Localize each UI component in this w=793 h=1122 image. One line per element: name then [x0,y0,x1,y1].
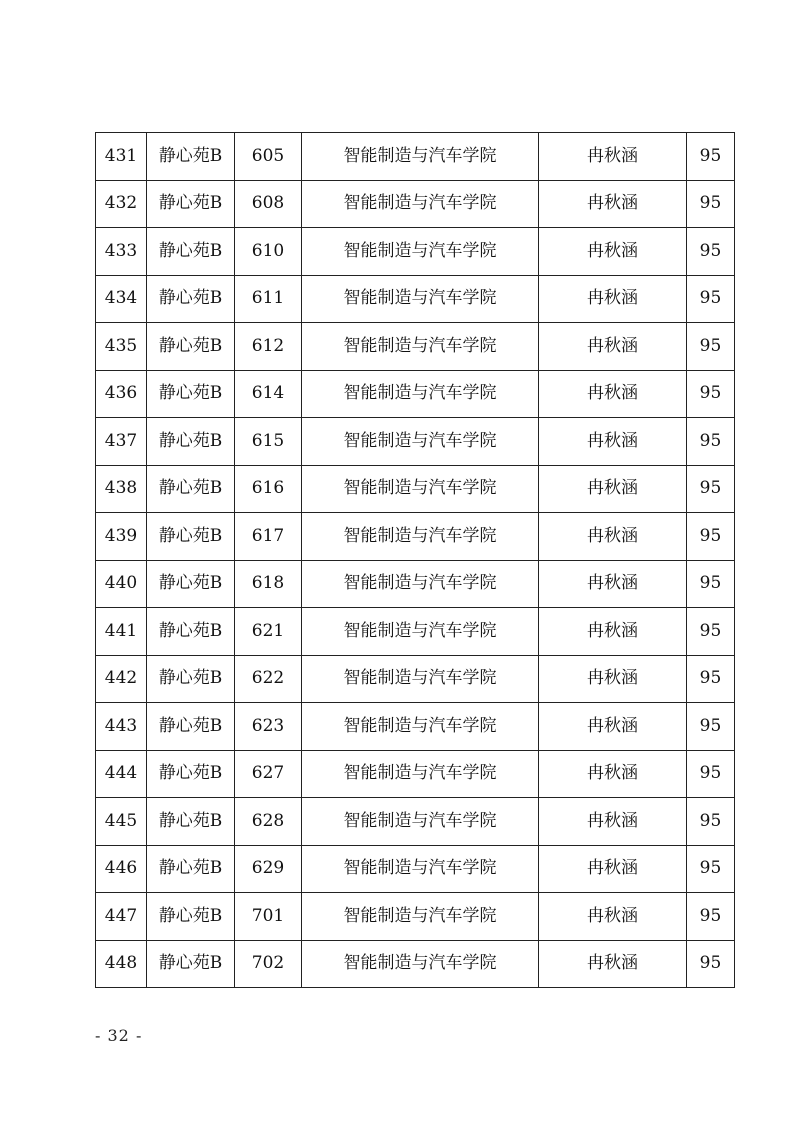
score-cell: 95 [687,798,735,846]
row-number-cell: 437 [96,418,147,466]
score-cell: 95 [687,323,735,371]
room-cell: 618 [235,560,302,608]
row-number-cell: 445 [96,798,147,846]
dormitory-score-table [95,132,735,988]
building-cell: 静心苑B [147,180,235,228]
score-cell: 95 [687,703,735,751]
room-cell: 615 [235,418,302,466]
room-cell: 628 [235,798,302,846]
room-cell: 614 [235,370,302,418]
room-cell: 627 [235,750,302,798]
row-number-cell: 443 [96,703,147,751]
college-cell: 智能制造与汽车学院 [302,370,539,418]
college-cell: 智能制造与汽车学院 [302,323,539,371]
table-row [96,180,735,228]
room-cell: 701 [235,893,302,941]
score-cell: 95 [687,180,735,228]
college-cell: 智能制造与汽车学院 [302,845,539,893]
building-cell: 静心苑B [147,750,235,798]
table-body [96,133,735,988]
score-cell: 95 [687,228,735,276]
table-row [96,798,735,846]
name-cell: 冉秋涵 [539,513,687,561]
table-row [96,275,735,323]
room-cell: 610 [235,228,302,276]
row-number-cell: 435 [96,323,147,371]
building-cell: 静心苑B [147,608,235,656]
room-cell: 611 [235,275,302,323]
college-cell: 智能制造与汽车学院 [302,703,539,751]
building-cell: 静心苑B [147,893,235,941]
college-cell: 智能制造与汽车学院 [302,560,539,608]
building-cell: 静心苑B [147,133,235,181]
row-number-cell: 440 [96,560,147,608]
college-cell: 智能制造与汽车学院 [302,180,539,228]
building-cell: 静心苑B [147,845,235,893]
table-row [96,893,735,941]
building-cell: 静心苑B [147,703,235,751]
room-cell: 617 [235,513,302,561]
college-cell: 智能制造与汽车学院 [302,608,539,656]
row-number-cell: 433 [96,228,147,276]
table-row [96,940,735,988]
college-cell: 智能制造与汽车学院 [302,798,539,846]
row-number-cell: 439 [96,513,147,561]
table-row [96,465,735,513]
name-cell: 冉秋涵 [539,275,687,323]
name-cell: 冉秋涵 [539,893,687,941]
building-cell: 静心苑B [147,418,235,466]
table-row [96,750,735,798]
table-row [96,513,735,561]
score-cell: 95 [687,370,735,418]
name-cell: 冉秋涵 [539,608,687,656]
name-cell: 冉秋涵 [539,323,687,371]
name-cell: 冉秋涵 [539,370,687,418]
table-row [96,133,735,181]
table-row [96,703,735,751]
name-cell: 冉秋涵 [539,180,687,228]
table-row [96,418,735,466]
college-cell: 智能制造与汽车学院 [302,465,539,513]
building-cell: 静心苑B [147,940,235,988]
name-cell: 冉秋涵 [539,750,687,798]
score-cell: 95 [687,275,735,323]
score-cell: 95 [687,465,735,513]
college-cell: 智能制造与汽车学院 [302,513,539,561]
table-row [96,323,735,371]
name-cell: 冉秋涵 [539,845,687,893]
college-cell: 智能制造与汽车学院 [302,418,539,466]
name-cell: 冉秋涵 [539,560,687,608]
building-cell: 静心苑B [147,323,235,371]
row-number-cell: 448 [96,940,147,988]
score-cell: 95 [687,418,735,466]
room-cell: 616 [235,465,302,513]
name-cell: 冉秋涵 [539,133,687,181]
row-number-cell: 438 [96,465,147,513]
college-cell: 智能制造与汽车学院 [302,750,539,798]
room-cell: 608 [235,180,302,228]
table-row [96,608,735,656]
name-cell: 冉秋涵 [539,798,687,846]
college-cell: 智能制造与汽车学院 [302,655,539,703]
building-cell: 静心苑B [147,370,235,418]
table-row [96,655,735,703]
score-cell: 95 [687,655,735,703]
building-cell: 静心苑B [147,798,235,846]
room-cell: 629 [235,845,302,893]
row-number-cell: 442 [96,655,147,703]
score-cell: 95 [687,513,735,561]
building-cell: 静心苑B [147,655,235,703]
row-number-cell: 436 [96,370,147,418]
building-cell: 静心苑B [147,513,235,561]
row-number-cell: 431 [96,133,147,181]
name-cell: 冉秋涵 [539,465,687,513]
college-cell: 智能制造与汽车学院 [302,133,539,181]
table-row [96,228,735,276]
college-cell: 智能制造与汽车学院 [302,275,539,323]
building-cell: 静心苑B [147,560,235,608]
building-cell: 静心苑B [147,275,235,323]
name-cell: 冉秋涵 [539,418,687,466]
score-cell: 95 [687,133,735,181]
row-number-cell: 432 [96,180,147,228]
score-cell: 95 [687,940,735,988]
room-cell: 605 [235,133,302,181]
room-cell: 621 [235,608,302,656]
score-cell: 95 [687,560,735,608]
name-cell: 冉秋涵 [539,703,687,751]
name-cell: 冉秋涵 [539,940,687,988]
row-number-cell: 441 [96,608,147,656]
row-number-cell: 444 [96,750,147,798]
table-row [96,845,735,893]
room-cell: 612 [235,323,302,371]
row-number-cell: 434 [96,275,147,323]
building-cell: 静心苑B [147,228,235,276]
college-cell: 智能制造与汽车学院 [302,893,539,941]
room-cell: 622 [235,655,302,703]
room-cell: 623 [235,703,302,751]
building-cell: 静心苑B [147,465,235,513]
score-cell: 95 [687,750,735,798]
college-cell: 智能制造与汽车学院 [302,228,539,276]
name-cell: 冉秋涵 [539,228,687,276]
score-cell: 95 [687,845,735,893]
row-number-cell: 446 [96,845,147,893]
page-number: - 32 - [95,1026,143,1045]
row-number-cell: 447 [96,893,147,941]
table-row [96,370,735,418]
table-row [96,560,735,608]
score-cell: 95 [687,608,735,656]
name-cell: 冉秋涵 [539,655,687,703]
score-cell: 95 [687,893,735,941]
college-cell: 智能制造与汽车学院 [302,940,539,988]
room-cell: 702 [235,940,302,988]
